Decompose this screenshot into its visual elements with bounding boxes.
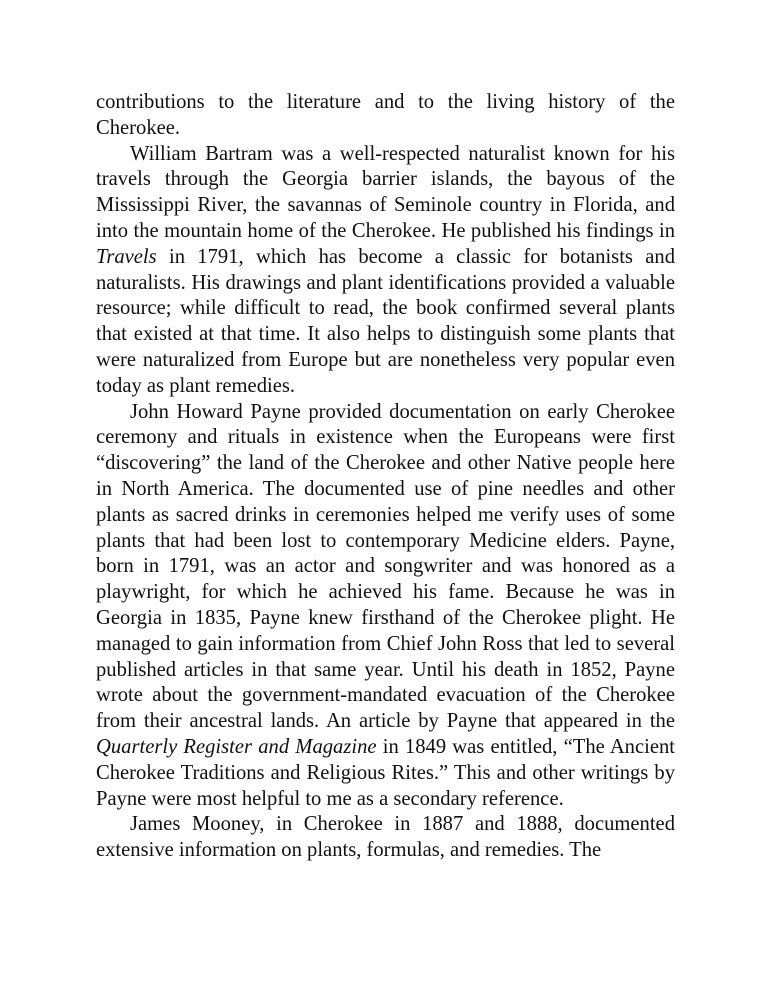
paragraph-continuation	[96, 90, 675, 142]
paragraph-text: contributions to the literature and to the living history of the Cherokee.	[96, 91, 675, 139]
paragraph-text: William Bartram was a well-respected naturalist known for his travels through the Georgia barrier islands, the bayous of the Mississippi River, the savannas of Seminole country in Florida, and into the mountain home of the Cherokee. He published his findings in	[96, 142, 675, 242]
paragraph-text: in 1849 was entitled, “The Ancient Cherokee Traditions and Religious Rites.” This and other writings by Payne were most helpful to me as a secondary reference.	[96, 735, 676, 810]
paragraph-text: James Mooney, in Cherokee in 1887 and 1888, documented extensive information on plants, formulas, and remedies. The	[96, 813, 675, 862]
magazine-title: Quarterly Register and Magazine	[96, 735, 377, 758]
paragraph-text: John Howard Payne provided documentation on early Cherokee ceremony and rituals in existence when the Europeans were first “discovering” the land of the Cherokee and other Native people here in North America. The documented use of pine needles and other plants as sacred drinks in ceremonies helped me verify uses of some plants that had been lost to contemporary Medicine elders. Payne, born in 1791, was an actor and songwriter and was honored as a playwright, for which he achieved his fame. Because he was in Georgia in 1835, Payne knew firsthand of the Cherokee plight. He managed to gain information from Chief John Ross that led to several published articles in that same year. Until his death in 1852, Payne wrote about the government-mandated evacuation of the Cherokee from their ancestral lands. An article by Payne that appeared in the	[96, 400, 675, 733]
book-title-travels: Travels	[96, 245, 157, 268]
paragraph-text: in 1791, which has become a classic for botanists and naturalists. His drawings and plant identifications provided a valuable resource; while difficult to read, the book confirmed several plants that existed at that time. It also helps to distinguish some plants that were naturalized from Europe but are nonetheless very popular even today as plant remedies.	[96, 245, 675, 397]
paragraph-bartram	[96, 142, 675, 400]
paragraph-payne	[96, 400, 675, 813]
paragraph-mooney	[96, 812, 675, 864]
book-page-text	[96, 90, 675, 864]
